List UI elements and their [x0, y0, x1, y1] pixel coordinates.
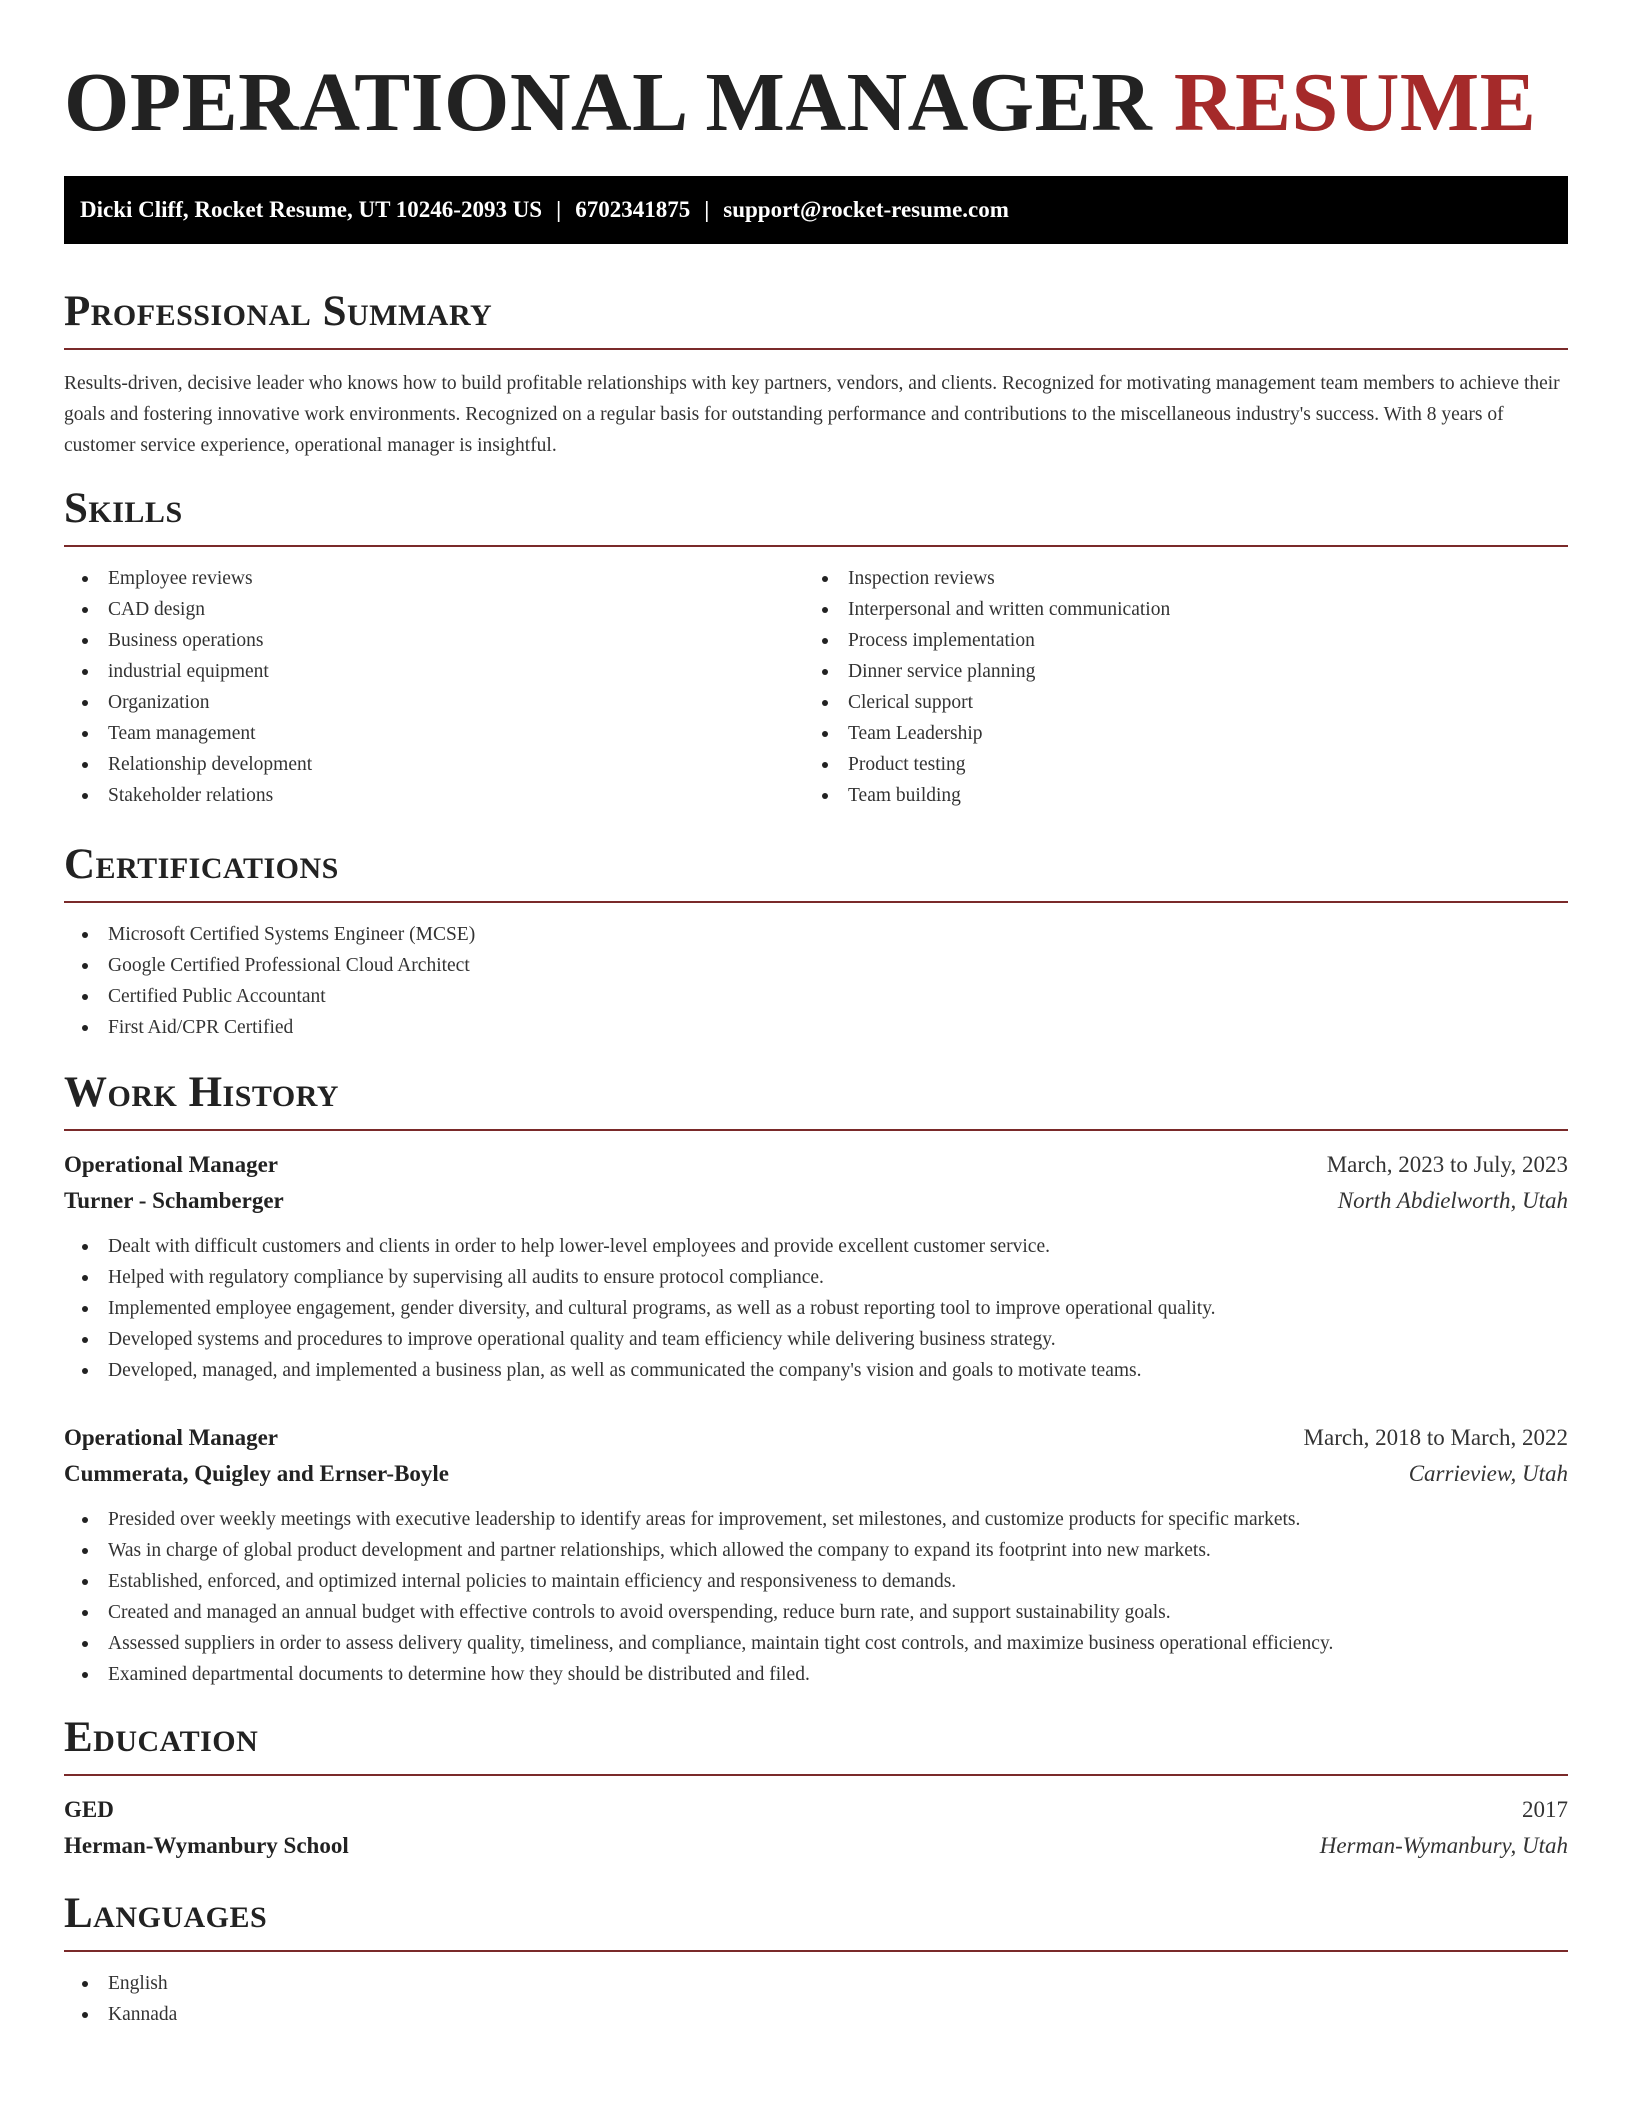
- job-bullets: [64, 1231, 1568, 1386]
- section-divider: [64, 901, 1568, 903]
- skill-item: Dinner service planning: [804, 656, 1544, 687]
- skill-item: Team management: [64, 718, 804, 749]
- certification-item: Certified Public Accountant: [64, 981, 1568, 1012]
- job-bullet: Assessed suppliers in order to assess delivery quality, timeliness, and compliance, maintain tight cost controls, and maximize business operational efficiency.: [64, 1628, 1568, 1659]
- job-bullet: Implemented employee engagement, gender diversity, and cultural programs, as well as a robust reporting tool to improve operational quality.: [64, 1293, 1568, 1324]
- skill-item: Inspection reviews: [804, 563, 1544, 594]
- summary-heading: Professional Summary: [64, 288, 493, 335]
- contact-email: support@rocket-resume.com: [723, 197, 1009, 222]
- section-divider: [64, 545, 1568, 547]
- work-history-section: [64, 1067, 1568, 1690]
- education-heading: Education: [64, 1714, 259, 1761]
- skill-item: Team building: [804, 780, 1544, 811]
- languages-section: [64, 1888, 1568, 2030]
- job-bullet: Presided over weekly meetings with executive leadership to identify areas for improvement, set milestones, and customize products for specific markets.: [64, 1504, 1568, 1535]
- certifications-list: [64, 919, 1568, 1043]
- job-title: Operational Manager: [64, 1425, 278, 1450]
- job-company: Turner - Schamberger: [64, 1188, 284, 1213]
- job-bullet: Was in charge of global product development and partner relationships, which allowed the company to expand its footprint into new markets.: [64, 1535, 1568, 1566]
- job-bullet: Developed systems and procedures to improve operational quality and team efficiency while delivering business strategy.: [64, 1324, 1568, 1355]
- section-divider: [64, 1774, 1568, 1776]
- skills-list-right: [804, 563, 1544, 811]
- summary-text: Results-driven, decisive leader who knows how to build profitable relationships with key partners, vendors, and clients. Recognized for motivating management team members to achieve their goals and fostering innovative work environments. Recognized on a regular basis for outstanding performance and contributions to the miscellaneous industry's success. With 8 years of customer service experience, operational manager is insightful.: [64, 373, 1560, 456]
- skill-item: Employee reviews: [64, 563, 804, 594]
- skill-item: industrial equipment: [64, 656, 804, 687]
- job-bullet: Created and managed an annual budget with effective controls to avoid overspending, reduce burn rate, and support sustainability goals.: [64, 1597, 1568, 1628]
- section-divider: [64, 348, 1568, 350]
- certification-item: Microsoft Certified Systems Engineer (MCSE): [64, 919, 1568, 950]
- job-company-row: [64, 1456, 1568, 1492]
- skills-section: [64, 483, 1568, 811]
- skill-item: CAD design: [64, 594, 804, 625]
- section-divider: [64, 1129, 1568, 1131]
- job-entry: [64, 1147, 1568, 1386]
- resume-title: [64, 0, 1568, 158]
- skill-item: Team Leadership: [804, 718, 1544, 749]
- job-dates: March, 2018 to March, 2022: [1303, 1425, 1568, 1450]
- education-location: Herman-Wymanbury, Utah: [1319, 1833, 1568, 1858]
- education-school-row: [64, 1828, 1568, 1864]
- skill-item: Stakeholder relations: [64, 780, 804, 811]
- job-title: Operational Manager: [64, 1152, 278, 1177]
- job-dates: March, 2023 to July, 2023: [1326, 1152, 1568, 1177]
- job-bullet: Established, enforced, and optimized internal policies to maintain efficiency and responsiveness to demands.: [64, 1566, 1568, 1597]
- job-bullets: [64, 1504, 1568, 1690]
- certifications-heading: Certifications: [64, 841, 339, 888]
- job-header-row: [64, 1420, 1568, 1456]
- skill-item: Relationship development: [64, 749, 804, 780]
- languages-heading: Languages: [64, 1890, 268, 1937]
- contact-separator: |: [704, 197, 710, 222]
- certification-item: Google Certified Professional Cloud Architect: [64, 950, 1568, 981]
- job-bullet: Examined departmental documents to determine how they should be distributed and filed.: [64, 1659, 1568, 1690]
- job-company: Cummerata, Quigley and Ernser-Boyle: [64, 1461, 450, 1486]
- education-header-row: [64, 1792, 1568, 1828]
- skill-item: Clerical support: [804, 687, 1544, 718]
- languages-list: [64, 1968, 1568, 2030]
- education-entry: [64, 1792, 1568, 1864]
- education-year: 2017: [1522, 1797, 1568, 1822]
- skills-list-left: [64, 563, 804, 811]
- skill-item: Process implementation: [804, 625, 1544, 656]
- title-main: OPERATIONAL MANAGER: [64, 56, 1153, 149]
- section-divider: [64, 1950, 1568, 1952]
- language-item: Kannada: [64, 1999, 1568, 2030]
- job-location: Carrieview, Utah: [1408, 1461, 1568, 1486]
- job-bullet: Helped with regulatory compliance by supervising all audits to ensure protocol compliance.: [64, 1262, 1568, 1293]
- certifications-section: [64, 839, 1568, 1043]
- work-history-heading: Work History: [64, 1069, 339, 1116]
- contact-phone: 6702341875: [575, 197, 691, 222]
- contact-bar: [64, 176, 1568, 244]
- certification-item: First Aid/CPR Certified: [64, 1012, 1568, 1043]
- education-section: [64, 1712, 1568, 1864]
- job-location: North Abdielworth, Utah: [1337, 1188, 1568, 1213]
- job-company-row: [64, 1183, 1568, 1219]
- skill-item: Product testing: [804, 749, 1544, 780]
- job-bullet: Developed, managed, and implemented a business plan, as well as communicated the company's vision and goals to motivate teams.: [64, 1355, 1568, 1386]
- job-entry: [64, 1420, 1568, 1690]
- skill-item: Business operations: [64, 625, 804, 656]
- skills-heading: Skills: [64, 485, 183, 532]
- job-bullet: Dealt with difficult customers and clients in order to help lower-level employees and provide excellent customer service.: [64, 1231, 1568, 1262]
- contact-separator: |: [556, 197, 562, 222]
- skills-grid: [64, 563, 1568, 811]
- job-header-row: [64, 1147, 1568, 1183]
- contact-address: Dicki Cliff, Rocket Resume, UT 10246-2093 US: [80, 197, 543, 222]
- summary-section: [64, 286, 1568, 461]
- skill-item: Interpersonal and written communication: [804, 594, 1544, 625]
- education-school: Herman-Wymanbury School: [64, 1833, 349, 1858]
- education-degree: GED: [64, 1797, 114, 1822]
- title-accent: RESUME: [1173, 56, 1537, 149]
- skill-item: Organization: [64, 687, 804, 718]
- language-item: English: [64, 1968, 1568, 1999]
